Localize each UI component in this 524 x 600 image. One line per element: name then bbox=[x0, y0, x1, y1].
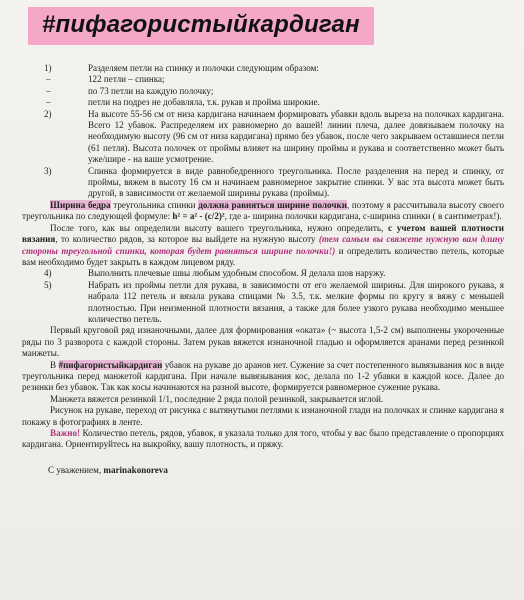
text: треугольника спинки bbox=[110, 199, 199, 210]
hashtag-title: #пифагористыйкардиган bbox=[28, 7, 374, 45]
paragraph-cables bbox=[22, 360, 504, 394]
step-number: 2) bbox=[44, 108, 52, 119]
document-body bbox=[22, 63, 504, 476]
highlight-text: Ширина бедра bbox=[50, 199, 111, 210]
pink-italic-text: (тем самым вы свяжете нужную вам длину стороны треугольной спинки, которая будет равняться ширине полочки!) bbox=[22, 234, 504, 256]
highlight-text: должна равняться ширине полочки bbox=[198, 199, 347, 210]
paragraph-sleeve: Первый круговой ряд изнаночными, далее для формирования «оката» (~ высота 1,5-2 см) выполнены укороченные ряды по 3 разворота с каждой стороны. Затем рукав вяжется изнаночной гладью и оформляется аранами перед резинкой манжеты. bbox=[22, 325, 504, 359]
step-number: 1) bbox=[44, 63, 52, 73]
paragraph-important bbox=[22, 428, 504, 451]
step-5 bbox=[22, 280, 504, 326]
hashtag-highlight: #пифагористыйкардиган bbox=[58, 359, 163, 370]
step-4 bbox=[22, 268, 504, 279]
regards-text: С уважением, bbox=[48, 464, 104, 475]
text: Количество петель, рядов, убавок, я указала только для того, чтобы у вас было представление о пропорциях кардигана. Ориентируйтесь на выкройку, вашу плотность, и пряжу. bbox=[22, 428, 504, 450]
text: В bbox=[50, 359, 59, 370]
text: , где a- ширина полочки кардигана, c-ширина спинки ( в сантиметрах!). bbox=[224, 211, 502, 222]
important-label: Важно! bbox=[50, 428, 81, 438]
dash-bullet: – bbox=[46, 85, 51, 96]
text: , поэтому я рассчитывала высоту своего треугольника по следующей формуле: bbox=[22, 199, 505, 222]
list-item bbox=[22, 74, 504, 85]
list-item-text: петли на подрез не добавляла, т.к. рукав и пройма широкие. bbox=[88, 97, 320, 108]
paragraph-formula bbox=[22, 200, 504, 223]
paragraph-density bbox=[22, 223, 504, 269]
text: После того, как вы определили высоту вашего треугольника, нужно определить, bbox=[50, 222, 389, 233]
step-number: 5) bbox=[44, 279, 52, 290]
formula: h² = a² - (c/2)² bbox=[172, 211, 225, 222]
list-item bbox=[22, 86, 504, 97]
step-number: 3) bbox=[44, 165, 52, 176]
text: убавок на рукаве до аранов нет. Сужение за счет постепенного вывязывания кос в виде треугольника перед манжетой кардигана. При начале вывязывания кос, делала по 1-2 убавки в каждой косе. Далее до резинки без убавок. Так как косы начинаются на разной высоте, формируется равномерное сужение рукава. bbox=[22, 359, 504, 393]
paragraph-cuff: Манжета вяжется резинкой 1/1, последние 2 ряда полой резинкой, закрывается иглой. bbox=[50, 393, 384, 404]
bold-text: с учетом вашей плотности вязания bbox=[22, 222, 504, 245]
step-3 bbox=[22, 166, 504, 200]
paragraph-pattern: Рисунок на рукаве, переход от рисунка с вытянутыми петлями к изнаночной глади на полочках и спинке кардигана я покажу в фотографиях в ленте. bbox=[22, 405, 504, 427]
list-item-text: 122 петли – спинка; bbox=[88, 74, 165, 85]
list-item bbox=[22, 97, 504, 108]
step-number: 4) bbox=[44, 268, 52, 279]
step-text: Выполнить плечевые швы любым удобным способом. Я делала шов наружу. bbox=[88, 268, 386, 279]
dash-bullet: – bbox=[46, 74, 51, 85]
signature bbox=[22, 465, 504, 476]
list-item-text: по 73 петли на каждую полочку; bbox=[88, 85, 214, 96]
step-2 bbox=[22, 109, 504, 166]
step-text: Разделяем петли на спинку и полочки следующим образом: bbox=[88, 63, 319, 73]
dash-bullet: – bbox=[46, 97, 51, 108]
author-name: marinakonoreva bbox=[103, 464, 168, 475]
step-1 bbox=[22, 63, 504, 74]
step-text: Набрать из проймы петли для рукава, в зависимости от его желаемой ширины. Для широкого рукава, я набрала 112 петель и вязала рукава спицами № 3.5, т.к. мелкие формы по кругу я вяжу с меньшей плотностью. При неизменной плотности вязания, а также для более узкого рукава необходимо меньшее количество петель. bbox=[88, 279, 504, 324]
step-text: На высоте 55-56 см от низа кардигана начинаем формировать убавки вдоль выреза на полочках кардигана. Всего 12 убавок. Распределяем их равномерно до вашей! линии плеча, далее довязываем полочку на необходимую высоту (96 см от низа кардигана) прямо без убавок, после чего закрываем оставшиеся петли (61 петля). Высота полочек от проймы влияет на ширину проймы и рукава и соответственно может быть уже/шире - на ваше усмотрение. bbox=[88, 108, 504, 165]
text: и определить количество петель, которые вам необходимо будет закрыть в каждом лицевом ряду. bbox=[22, 245, 504, 267]
text: , то количество рядов, за которое вы выйдете на нужную высоту bbox=[55, 234, 319, 245]
step-text: Спинка формируется в виде равнобедренного треугольника. После разделения на перед и спинку, от проймы, вяжем в высоту 16 см и начинаем равномерное закрытие спинки. У вас эта высота может быть другой, в зависимости от желаемой ширины рукава (проймы). bbox=[88, 165, 504, 199]
